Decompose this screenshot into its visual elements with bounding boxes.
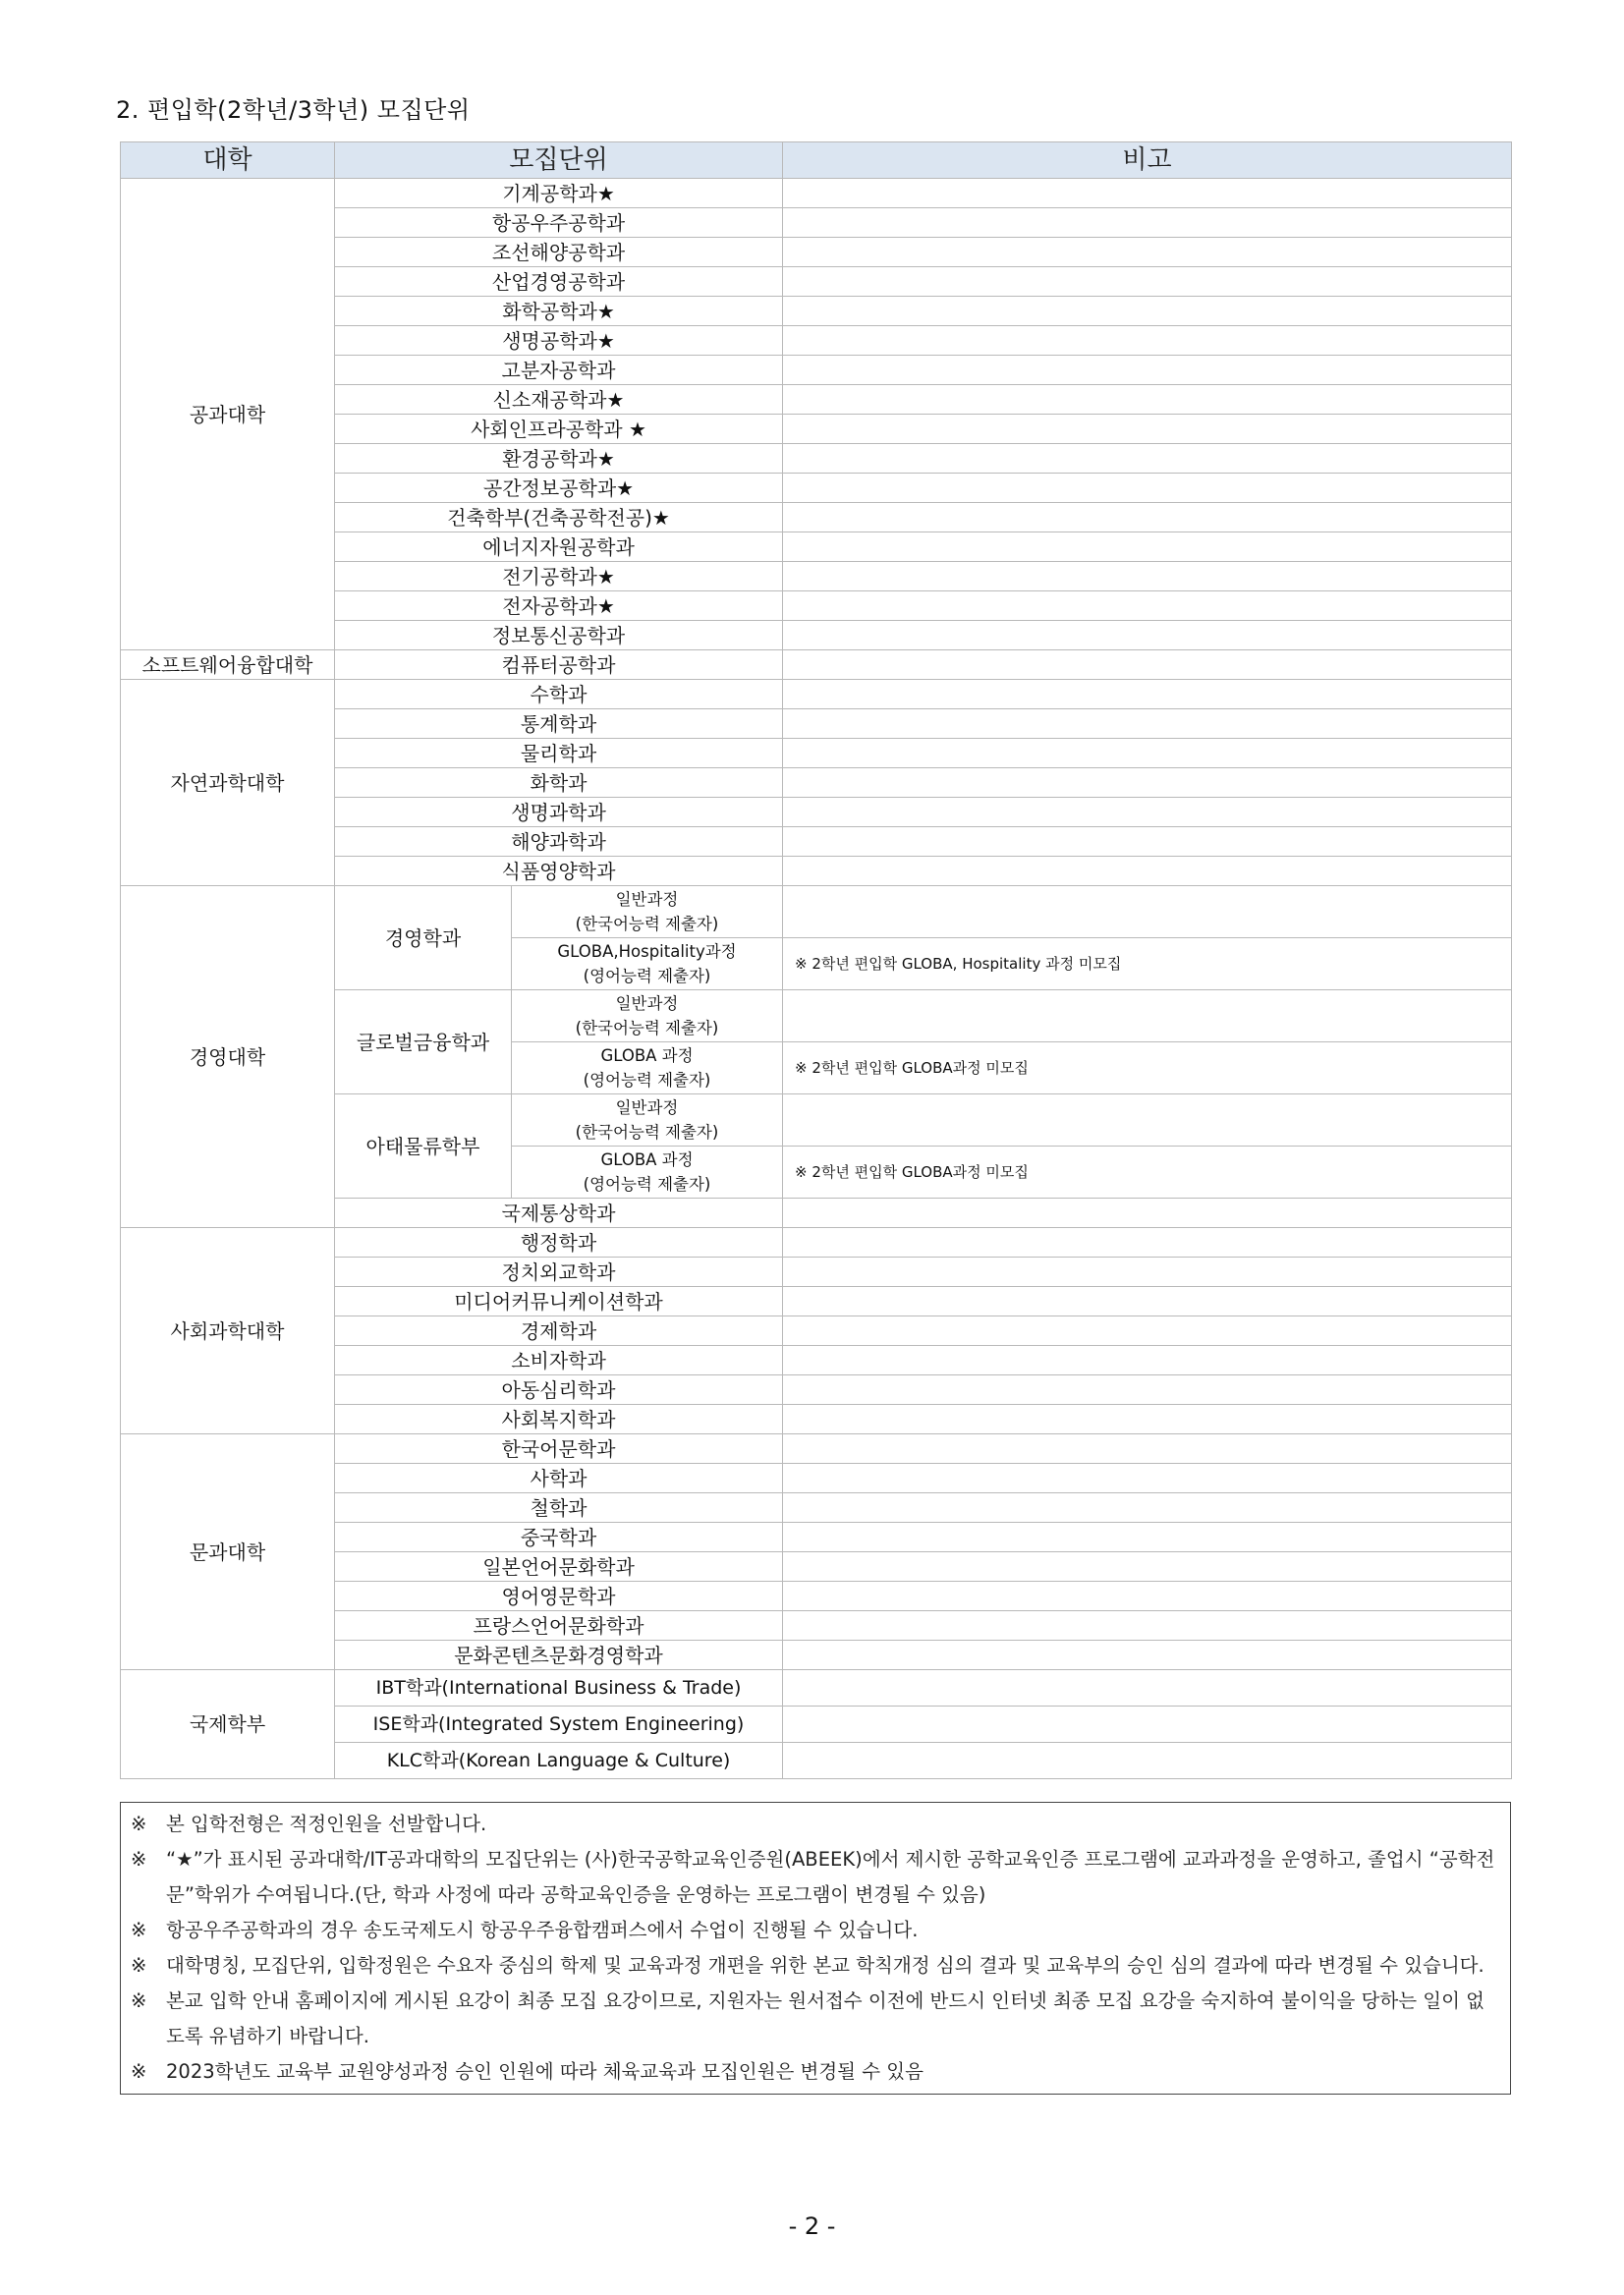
remark-cell [783,709,1512,739]
unit-cell: 건축학부(건축공학전공)★ [335,503,783,532]
note-text: 2023학년도 교육부 교원양성과정 승인 인원에 따라 체육교육과 모집인원은 변경될 수 있음 [166,2060,924,2083]
unit-cell: 사회인프라공학과 ★ [335,415,783,444]
note-text: 본 입학전형은 적정인원을 선발합니다. [166,1813,487,1835]
track-name: 일반과정 [615,994,679,1013]
table-row [121,1228,1512,1258]
department-cell: 경영학과 [335,886,512,990]
remark-cell [783,1707,1512,1743]
remark-cell [783,1641,1512,1670]
remark-cell [783,1287,1512,1316]
unit-cell: 일본언어문화학과 [335,1552,783,1582]
unit-cell: 산업경영공학과 [335,267,783,297]
unit-cell: 한국어문학과 [335,1434,783,1464]
remark-cell [783,1493,1512,1523]
remark-cell [783,1228,1512,1258]
table-body [121,179,1512,1779]
track-name: GLOBA 과정 [600,1150,694,1169]
remark-cell [783,1316,1512,1346]
unit-cell: 생명과학과 [335,798,783,827]
table-row [121,680,1512,709]
unit-cell: KLC학과(Korean Language & Culture) [335,1743,783,1779]
unit-cell: 국제통상학과 [335,1199,783,1228]
page-number: - 2 - [788,2212,836,2240]
unit-cell: IBT학과(International Business & Trade) [335,1670,783,1707]
unit-cell: 행정학과 [335,1228,783,1258]
note-mark: ※ [131,2060,147,2083]
track-qualification: (영어능력 제출자) [583,967,711,985]
remark-cell [783,1582,1512,1611]
unit-cell: 수학과 [335,680,783,709]
unit-cell: ISE학과(Integrated System Engineering) [335,1707,783,1743]
remark-cell [783,680,1512,709]
track-cell [512,1147,783,1199]
table-row [121,1670,1512,1707]
unit-cell: 기계공학과★ [335,179,783,208]
remark-cell [783,1199,1512,1228]
remark-cell [783,415,1512,444]
remark-cell [783,444,1512,474]
unit-cell: 정보통신공학과 [335,621,783,650]
unit-cell: 사학과 [335,1464,783,1493]
notes-box [120,1802,1511,2095]
unit-cell: 통계학과 [335,709,783,739]
note-mark: ※ [131,1848,147,1871]
unit-cell: 중국학과 [335,1523,783,1552]
remark-cell [783,650,1512,680]
table-row [121,179,1512,208]
remark-cell [783,562,1512,591]
remark-cell: ※ 2학년 편입학 GLOBA과정 미모집 [783,1042,1512,1094]
unit-cell: 신소재공학과★ [335,385,783,415]
remark-cell: ※ 2학년 편입학 GLOBA, Hospitality 과정 미모집 [783,938,1512,990]
note-item [131,1807,1500,1842]
note-item [131,2054,1500,2090]
remark-cell [783,474,1512,503]
remark-cell [783,1405,1512,1434]
note-text: “★”가 표시된 공과대학/IT공과대학의 모집단위는 (사)한국공학교육인증원(ABEEK)에서 제시한 공학교육인증 프로그램에 교과과정을 운영하고, 졸업시 “공학전문”학위가 수여됩니다.(단, 학과 사정에 따라 공학교육인증을 운영하는 프로그램이 변경될 수 있음) [166,1848,1495,1906]
unit-cell: 철학과 [335,1493,783,1523]
college-software: 소프트웨어융합대학 [121,650,335,680]
note-item [131,1913,1500,1948]
unit-cell: 해양과학과 [335,827,783,857]
remark-cell [783,1743,1512,1779]
track-cell [512,1042,783,1094]
note-text: 항공우주공학과의 경우 송도국제도시 항공우주융합캠퍼스에서 수업이 진행될 수 있습니다. [166,1919,919,1941]
track-cell [512,938,783,990]
remark-cell [783,591,1512,621]
track-name: 일반과정 [615,890,679,909]
remark-cell [783,1552,1512,1582]
college-science: 자연과학대학 [121,680,335,886]
table-row [121,886,1512,938]
unit-cell: 컴퓨터공학과 [335,650,783,680]
remark-cell [783,1375,1512,1405]
college-social-science: 사회과학대학 [121,1228,335,1434]
college-humanities: 문과대학 [121,1434,335,1670]
remark-cell [783,857,1512,886]
department-cell: 아태물류학부 [335,1094,512,1199]
unit-cell: 전기공학과★ [335,562,783,591]
remark-cell [783,1094,1512,1147]
unit-cell: 식품영양학과 [335,857,783,886]
header-unit: 모집단위 [335,142,783,179]
track-qualification: (한국어능력 제출자) [575,1019,719,1037]
track-cell [512,990,783,1042]
note-mark: ※ [131,1954,147,1977]
unit-cell: 공간정보공학과★ [335,474,783,503]
remark-cell [783,1434,1512,1464]
remark-cell [783,356,1512,385]
remark-cell [783,503,1512,532]
track-qualification: (영어능력 제출자) [583,1175,711,1194]
recruitment-units-table [120,141,1512,1779]
unit-cell: 프랑스언어문화학과 [335,1611,783,1641]
table-header-row [121,142,1512,179]
remark-cell [783,827,1512,857]
unit-cell: 문화콘텐츠문화경영학과 [335,1641,783,1670]
unit-cell: 물리학과 [335,739,783,768]
note-text: 대학명칭, 모집단위, 입학정원은 수요자 중심의 학제 및 교육과정 개편을 위한 본교 학칙개정 심의 결과 및 교육부의 승인 심의 결과에 따라 변경될 수 있습니다. [166,1954,1484,1977]
unit-cell: 조선해양공학과 [335,238,783,267]
track-name: GLOBA,Hospitality과정 [557,942,737,961]
table-row [121,1434,1512,1464]
remark-cell [783,739,1512,768]
track-cell [512,886,783,938]
track-qualification: (한국어능력 제출자) [575,1123,719,1142]
remark-cell [783,886,1512,938]
table-row [121,650,1512,680]
unit-cell: 에너지자원공학과 [335,532,783,562]
remark-cell [783,798,1512,827]
remark-cell [783,179,1512,208]
remark-cell [783,1670,1512,1707]
header-college: 대학 [121,142,335,179]
section-heading: 2. 편입학(2학년/3학년) 모집단위 [116,96,471,124]
header-remarks: 비고 [783,142,1512,179]
remark-cell [783,385,1512,415]
remark-cell: ※ 2학년 편입학 GLOBA과정 미모집 [783,1147,1512,1199]
note-mark: ※ [131,1919,147,1941]
note-mark: ※ [131,1989,147,2012]
department-cell: 글로벌금융학과 [335,990,512,1094]
remark-cell [783,768,1512,798]
unit-cell: 미디어커뮤니케이션학과 [335,1287,783,1316]
note-item [131,1842,1500,1913]
remark-cell [783,238,1512,267]
college-business: 경영대학 [121,886,335,1228]
note-item [131,1948,1500,1984]
unit-cell: 사회복지학과 [335,1405,783,1434]
unit-cell: 정치외교학과 [335,1258,783,1287]
remark-cell [783,1611,1512,1641]
track-cell [512,1094,783,1147]
note-mark: ※ [131,1813,147,1835]
unit-cell: 화학과 [335,768,783,798]
unit-cell: 항공우주공학과 [335,208,783,238]
unit-cell: 영어영문학과 [335,1582,783,1611]
college-international: 국제학부 [121,1670,335,1779]
unit-cell: 경제학과 [335,1316,783,1346]
unit-cell: 전자공학과★ [335,591,783,621]
unit-cell: 화학공학과★ [335,297,783,326]
remark-cell [783,621,1512,650]
remark-cell [783,326,1512,356]
track-name: 일반과정 [615,1098,679,1117]
unit-cell: 소비자학과 [335,1346,783,1375]
remark-cell [783,532,1512,562]
remark-cell [783,208,1512,238]
remark-cell [783,297,1512,326]
note-text: 본교 입학 안내 홈페이지에 게시된 요강이 최종 모집 요강이므로, 지원자는 원서접수 이전에 반드시 인터넷 최종 모집 요강을 숙지하여 불이익을 당하는 일이 없도록 유념하기 바랍니다. [166,1989,1484,2047]
remark-cell [783,1258,1512,1287]
remark-cell [783,990,1512,1042]
track-name: GLOBA 과정 [600,1046,694,1065]
unit-cell: 환경공학과★ [335,444,783,474]
unit-cell: 아동심리학과 [335,1375,783,1405]
remark-cell [783,1346,1512,1375]
unit-cell: 생명공학과★ [335,326,783,356]
remark-cell [783,1523,1512,1552]
remark-cell [783,267,1512,297]
college-engineering: 공과대학 [121,179,335,650]
track-qualification: (영어능력 제출자) [583,1071,711,1090]
unit-cell: 고분자공학과 [335,356,783,385]
remark-cell [783,1464,1512,1493]
track-qualification: (한국어능력 제출자) [575,915,719,933]
note-item [131,1984,1500,2054]
